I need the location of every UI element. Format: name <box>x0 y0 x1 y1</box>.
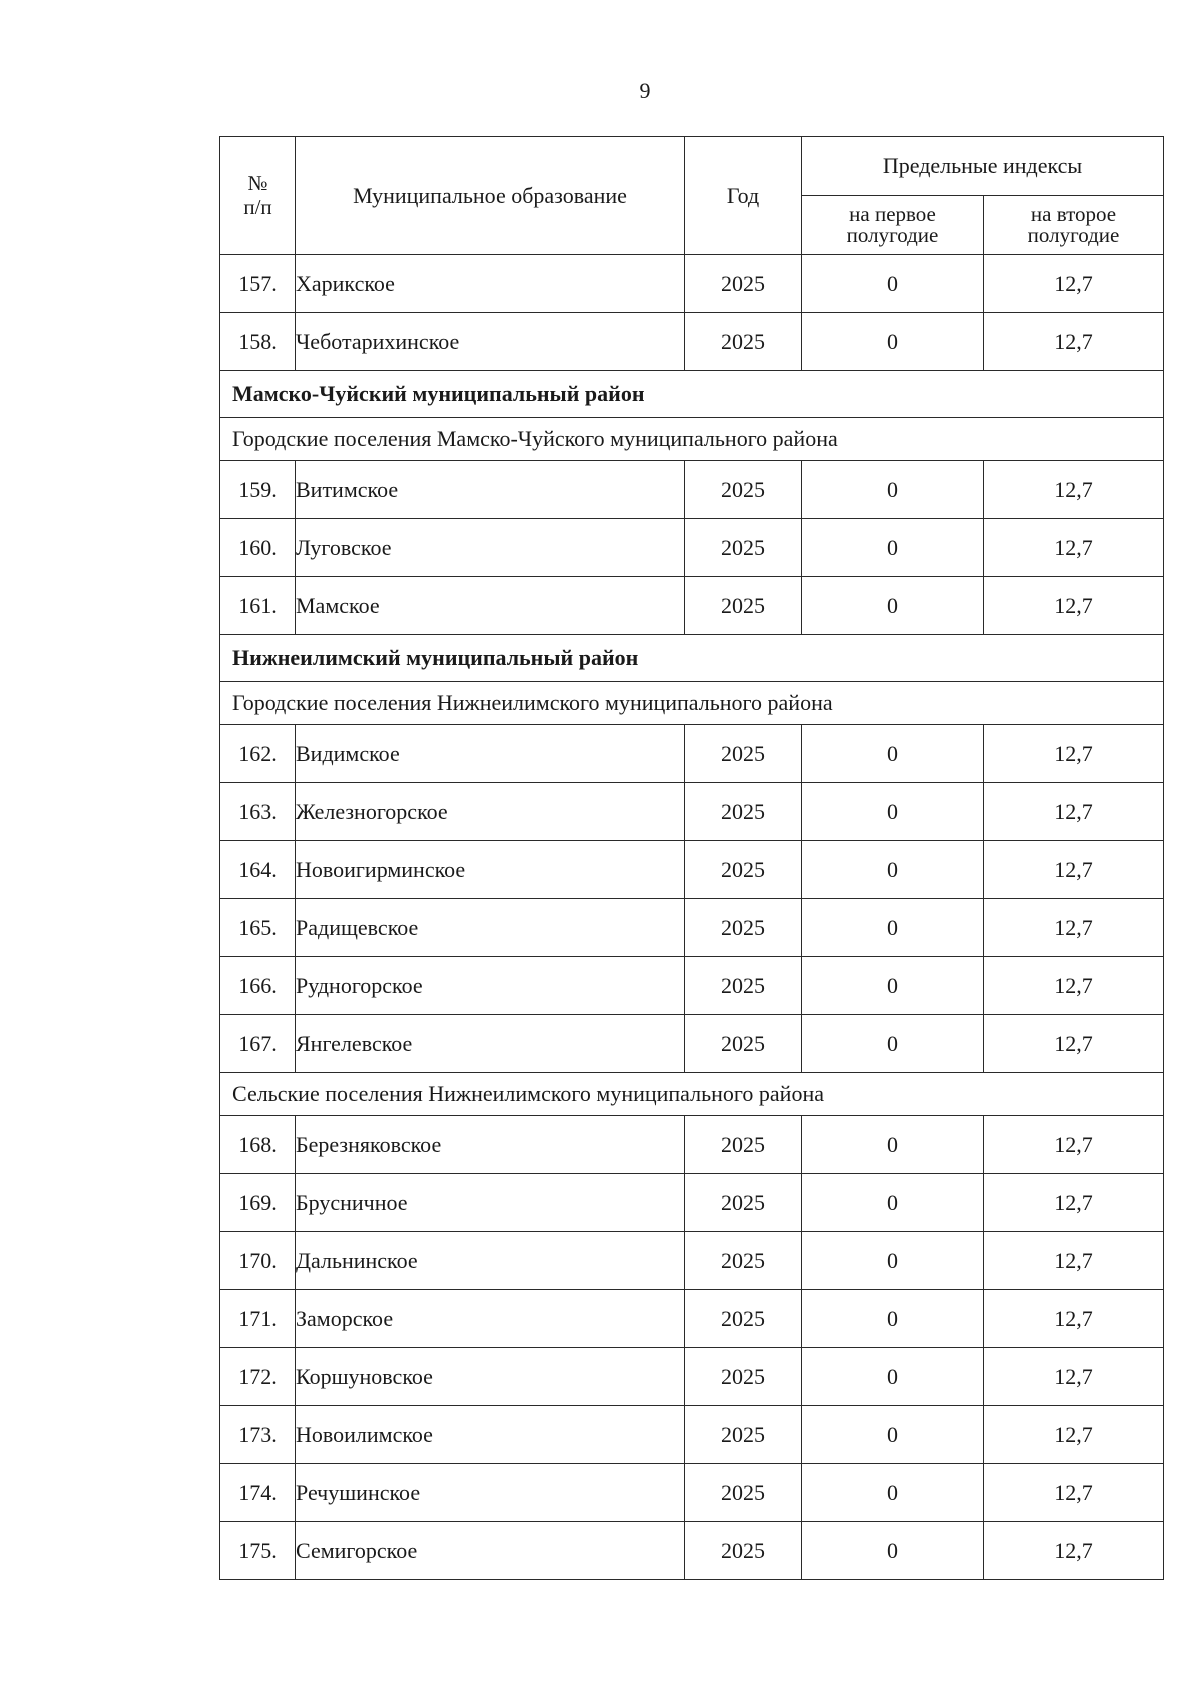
row-year: 2025 <box>685 255 802 313</box>
settlement-group-row <box>220 1073 1164 1116</box>
row-second-half-index: 12,7 <box>984 313 1164 371</box>
row-first-half-index: 0 <box>802 577 984 635</box>
row-second-half-index: 12,7 <box>984 783 1164 841</box>
row-first-half-index: 0 <box>802 1232 984 1290</box>
row-second-half-index: 12,7 <box>984 519 1164 577</box>
row-second-half-index: 12,7 <box>984 1015 1164 1073</box>
row-number: 163. <box>220 783 296 841</box>
row-first-half-index: 0 <box>802 1116 984 1174</box>
header-year: Год <box>685 137 802 255</box>
row-first-half-index: 0 <box>802 1406 984 1464</box>
row-second-half-index: 12,7 <box>984 725 1164 783</box>
settlement-group-heading: Городские поселения Мамско-Чуйского муниципального района <box>220 418 1164 461</box>
row-first-half-index: 0 <box>802 461 984 519</box>
row-second-half-index: 12,7 <box>984 1290 1164 1348</box>
row-municipality: Витимское <box>296 461 685 519</box>
header-number-label: № п/п <box>243 171 272 219</box>
row-number: 161. <box>220 577 296 635</box>
row-number: 173. <box>220 1406 296 1464</box>
row-year: 2025 <box>685 1522 802 1580</box>
row-first-half-index: 0 <box>802 1015 984 1073</box>
table-row <box>220 255 1164 313</box>
row-first-half-index: 0 <box>802 725 984 783</box>
row-number: 167. <box>220 1015 296 1073</box>
row-number: 166. <box>220 957 296 1015</box>
row-number: 171. <box>220 1290 296 1348</box>
district-heading: Нижнеилимский муниципальный район <box>220 635 1164 682</box>
row-municipality: Луговское <box>296 519 685 577</box>
row-second-half-index: 12,7 <box>984 577 1164 635</box>
row-number: 174. <box>220 1464 296 1522</box>
row-second-half-index: 12,7 <box>984 1348 1164 1406</box>
row-municipality: Новоилимское <box>296 1406 685 1464</box>
row-number: 160. <box>220 519 296 577</box>
row-municipality: Янгелевское <box>296 1015 685 1073</box>
row-number: 165. <box>220 899 296 957</box>
row-second-half-index: 12,7 <box>984 957 1164 1015</box>
settlement-group-row <box>220 418 1164 461</box>
row-number: 175. <box>220 1522 296 1580</box>
row-municipality: Новоигирминское <box>296 841 685 899</box>
row-year: 2025 <box>685 841 802 899</box>
row-year: 2025 <box>685 725 802 783</box>
settlement-group-heading: Городские поселения Нижнеилимского муниципального района <box>220 682 1164 725</box>
row-municipality: Дальнинское <box>296 1232 685 1290</box>
header-limit-indices: Предельные индексы <box>802 137 1164 196</box>
row-number: 159. <box>220 461 296 519</box>
row-municipality: Речушинское <box>296 1464 685 1522</box>
row-number: 169. <box>220 1174 296 1232</box>
row-first-half-index: 0 <box>802 957 984 1015</box>
row-first-half-index: 0 <box>802 1174 984 1232</box>
row-year: 2025 <box>685 1174 802 1232</box>
row-first-half-index: 0 <box>802 841 984 899</box>
row-second-half-index: 12,7 <box>984 461 1164 519</box>
row-number: 170. <box>220 1232 296 1290</box>
row-year: 2025 <box>685 313 802 371</box>
limit-indices-table <box>219 136 1164 1580</box>
row-year: 2025 <box>685 1116 802 1174</box>
row-number: 164. <box>220 841 296 899</box>
row-municipality: Чеботарихинское <box>296 313 685 371</box>
table-row <box>220 841 1164 899</box>
row-year: 2025 <box>685 1348 802 1406</box>
table-row <box>220 1522 1164 1580</box>
row-first-half-index: 0 <box>802 1290 984 1348</box>
table-row <box>220 899 1164 957</box>
row-year: 2025 <box>685 577 802 635</box>
settlement-group-row <box>220 682 1164 725</box>
table-row <box>220 1232 1164 1290</box>
row-municipality: Брусничное <box>296 1174 685 1232</box>
header-number <box>220 137 296 255</box>
row-year: 2025 <box>685 1232 802 1290</box>
district-heading: Мамско-Чуйский муниципальный район <box>220 371 1164 418</box>
row-municipality: Железногорское <box>296 783 685 841</box>
row-second-half-index: 12,7 <box>984 1522 1164 1580</box>
row-year: 2025 <box>685 1290 802 1348</box>
table-row <box>220 1174 1164 1232</box>
header-second-half: на второе полугодие <box>984 196 1164 255</box>
row-municipality: Семигорское <box>296 1522 685 1580</box>
row-first-half-index: 0 <box>802 255 984 313</box>
row-first-half-index: 0 <box>802 899 984 957</box>
table-body <box>220 255 1164 1580</box>
table-row <box>220 1116 1164 1174</box>
row-year: 2025 <box>685 461 802 519</box>
district-heading-row <box>220 371 1164 418</box>
header-municipality: Муниципальное образование <box>296 137 685 255</box>
table-row <box>220 577 1164 635</box>
row-first-half-index: 0 <box>802 1522 984 1580</box>
row-first-half-index: 0 <box>802 1464 984 1522</box>
district-heading-row <box>220 635 1164 682</box>
row-year: 2025 <box>685 899 802 957</box>
row-second-half-index: 12,7 <box>984 1406 1164 1464</box>
row-municipality: Радищевское <box>296 899 685 957</box>
row-second-half-index: 12,7 <box>984 841 1164 899</box>
row-year: 2025 <box>685 783 802 841</box>
row-year: 2025 <box>685 1464 802 1522</box>
row-second-half-index: 12,7 <box>984 899 1164 957</box>
row-municipality: Березняковское <box>296 1116 685 1174</box>
row-second-half-index: 12,7 <box>984 1116 1164 1174</box>
row-number: 172. <box>220 1348 296 1406</box>
settlement-group-heading: Сельские поселения Нижнеилимского муниципального района <box>220 1073 1164 1116</box>
row-municipality: Харикское <box>296 255 685 313</box>
table-row <box>220 461 1164 519</box>
row-municipality: Мамское <box>296 577 685 635</box>
row-municipality: Коршуновское <box>296 1348 685 1406</box>
table-row <box>220 957 1164 1015</box>
table-row <box>220 1015 1164 1073</box>
table-row <box>220 783 1164 841</box>
header-first-half: на первое полугодие <box>802 196 984 255</box>
row-second-half-index: 12,7 <box>984 1464 1164 1522</box>
table-header <box>220 137 1164 255</box>
row-municipality: Видимское <box>296 725 685 783</box>
row-municipality: Рудногорское <box>296 957 685 1015</box>
table-row <box>220 1406 1164 1464</box>
row-first-half-index: 0 <box>802 519 984 577</box>
table-row <box>220 725 1164 783</box>
row-year: 2025 <box>685 957 802 1015</box>
row-first-half-index: 0 <box>802 1348 984 1406</box>
row-second-half-index: 12,7 <box>984 1232 1164 1290</box>
row-first-half-index: 0 <box>802 313 984 371</box>
table-row <box>220 1464 1164 1522</box>
row-second-half-index: 12,7 <box>984 255 1164 313</box>
table-row <box>220 313 1164 371</box>
page-number: 9 <box>639 78 651 103</box>
table-row <box>220 1290 1164 1348</box>
row-year: 2025 <box>685 1015 802 1073</box>
row-number: 157. <box>220 255 296 313</box>
row-number: 168. <box>220 1116 296 1174</box>
table-row <box>220 1348 1164 1406</box>
row-number: 162. <box>220 725 296 783</box>
row-year: 2025 <box>685 1406 802 1464</box>
row-second-half-index: 12,7 <box>984 1174 1164 1232</box>
row-municipality: Заморское <box>296 1290 685 1348</box>
table-row <box>220 519 1164 577</box>
row-number: 158. <box>220 313 296 371</box>
row-first-half-index: 0 <box>802 783 984 841</box>
row-year: 2025 <box>685 519 802 577</box>
